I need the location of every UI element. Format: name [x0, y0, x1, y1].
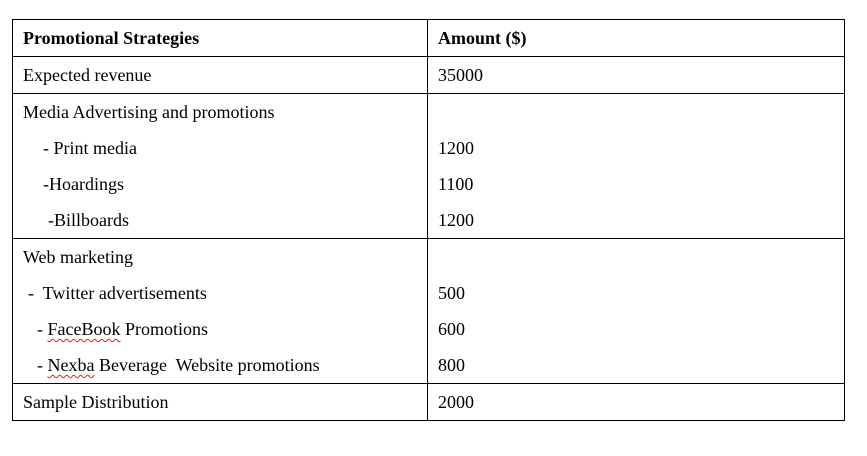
media-section-amount-empty	[438, 94, 844, 130]
web-item-twitter-prefix: -	[28, 283, 43, 303]
web-amount-cell	[428, 239, 845, 384]
promotional-strategies-table	[12, 19, 845, 421]
expected-revenue-amount: 35000	[438, 65, 483, 85]
table-row-web	[13, 239, 845, 384]
web-label-cell	[13, 239, 428, 384]
web-item-twitter-amount: 500	[438, 283, 465, 303]
web-item-twitter-text: Twitter advertisements	[42, 283, 207, 303]
web-item-nexba-spell: Nexba	[47, 355, 95, 375]
web-item-twitter-label	[23, 275, 427, 311]
sample-label-cell	[13, 384, 428, 421]
media-item-hoardings-amount: 1100	[438, 174, 474, 194]
header-strategy-cell	[13, 20, 428, 57]
expected-revenue-label-cell	[13, 57, 428, 94]
web-item-nexba-amount: 800	[438, 355, 465, 375]
expected-revenue-amount-cell	[428, 57, 845, 94]
table-row-media	[13, 94, 845, 239]
sample-distribution-label: Sample Distribution	[23, 392, 169, 412]
header-strategy: Promotional Strategies	[23, 28, 200, 48]
media-section-label: Media Advertising and promotions	[23, 102, 275, 122]
media-amount-cell	[428, 94, 845, 239]
media-item-billboards-label: -Billboards	[48, 210, 129, 230]
sample-distribution-amount: 2000	[438, 392, 474, 412]
table-header-row	[13, 20, 845, 57]
header-amount-cell	[428, 20, 845, 57]
web-section-label: Web marketing	[23, 247, 134, 267]
sample-amount-cell	[428, 384, 845, 421]
media-label-cell	[13, 94, 428, 239]
web-item-facebook-rest: Promotions	[120, 319, 208, 339]
web-item-facebook-prefix: -	[37, 319, 48, 339]
web-item-nexba-prefix: -	[37, 355, 48, 375]
web-item-facebook-spell: FaceBook	[47, 319, 121, 339]
web-item-nexba-rest: Beverage Website promotions	[94, 355, 320, 375]
web-item-facebook-amount: 600	[438, 319, 465, 339]
table-row-sample-distribution	[13, 384, 845, 421]
media-item-hoardings-label: -Hoardings	[43, 174, 124, 194]
web-item-facebook-label	[23, 311, 427, 347]
web-section-amount-empty	[438, 239, 844, 275]
header-amount: Amount ($)	[438, 28, 527, 48]
web-item-nexba-label	[23, 347, 427, 383]
expected-revenue-label: Expected revenue	[23, 65, 152, 85]
media-item-billboards-amount: 1200	[438, 210, 474, 230]
media-item-print-label: - Print media	[43, 138, 137, 158]
table-row-expected-revenue	[13, 57, 845, 94]
media-item-print-amount: 1200	[438, 138, 474, 158]
